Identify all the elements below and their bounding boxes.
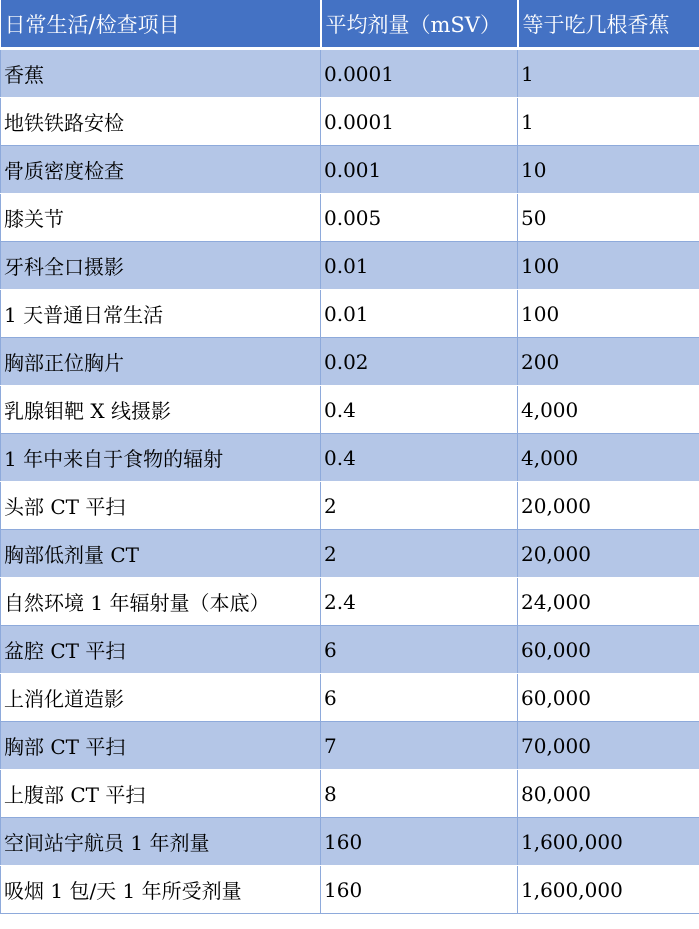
- cell-dose: 2: [321, 530, 518, 578]
- cell-dose: 160: [321, 866, 518, 914]
- cell-bananas: 200: [518, 338, 699, 386]
- header-item: 日常生活/检查项目: [1, 0, 321, 49]
- cell-bananas: 1: [518, 98, 699, 146]
- cell-dose: 8: [321, 770, 518, 818]
- cell-bananas: 60,000: [518, 674, 699, 722]
- cell-dose: 0.4: [321, 386, 518, 434]
- table-row: [1, 49, 699, 98]
- cell-item: 膝关节: [1, 194, 321, 242]
- cell-bananas: 1,600,000: [518, 818, 699, 866]
- cell-dose: 0.01: [321, 290, 518, 338]
- cell-item: 骨质密度检查: [1, 146, 321, 194]
- cell-item: 胸部 CT 平扫: [1, 722, 321, 770]
- cell-item: 空间站宇航员 1 年剂量: [1, 818, 321, 866]
- table-row: [1, 866, 699, 914]
- table-row: [1, 194, 699, 242]
- table-row: [1, 578, 699, 626]
- cell-bananas: 100: [518, 242, 699, 290]
- table-row: [1, 818, 699, 866]
- cell-dose: 2.4: [321, 578, 518, 626]
- table-row: [1, 290, 699, 338]
- cell-bananas: 20,000: [518, 482, 699, 530]
- cell-item: 香蕉: [1, 49, 321, 98]
- cell-bananas: 10: [518, 146, 699, 194]
- header-bananas: 等于吃几根香蕉: [518, 0, 699, 49]
- cell-item: 上腹部 CT 平扫: [1, 770, 321, 818]
- cell-item: 胸部低剂量 CT: [1, 530, 321, 578]
- cell-dose: 7: [321, 722, 518, 770]
- cell-dose: 160: [321, 818, 518, 866]
- cell-bananas: 50: [518, 194, 699, 242]
- cell-item: 吸烟 1 包/天 1 年所受剂量: [1, 866, 321, 914]
- cell-dose: 0.001: [321, 146, 518, 194]
- table-row: [1, 242, 699, 290]
- cell-item: 地铁铁路安检: [1, 98, 321, 146]
- cell-item: 乳腺钼靶 X 线摄影: [1, 386, 321, 434]
- table-row: [1, 98, 699, 146]
- cell-item: 胸部正位胸片: [1, 338, 321, 386]
- cell-item: 自然环境 1 年辐射量（本底）: [1, 578, 321, 626]
- cell-dose: 0.4: [321, 434, 518, 482]
- table-row: [1, 770, 699, 818]
- table-row: [1, 530, 699, 578]
- cell-bananas: 1,600,000: [518, 866, 699, 914]
- cell-bananas: 100: [518, 290, 699, 338]
- cell-bananas: 24,000: [518, 578, 699, 626]
- cell-item: 1 年中来自于食物的辐射: [1, 434, 321, 482]
- cell-bananas: 1: [518, 49, 699, 98]
- cell-item: 牙科全口摄影: [1, 242, 321, 290]
- cell-dose: 0.005: [321, 194, 518, 242]
- cell-bananas: 4,000: [518, 386, 699, 434]
- cell-dose: 0.01: [321, 242, 518, 290]
- cell-item: 头部 CT 平扫: [1, 482, 321, 530]
- table-row: [1, 434, 699, 482]
- cell-dose: 2: [321, 482, 518, 530]
- cell-item: 盆腔 CT 平扫: [1, 626, 321, 674]
- cell-dose: 6: [321, 674, 518, 722]
- cell-bananas: 80,000: [518, 770, 699, 818]
- cell-bananas: 20,000: [518, 530, 699, 578]
- table-row: [1, 386, 699, 434]
- cell-bananas: 4,000: [518, 434, 699, 482]
- table-row: [1, 338, 699, 386]
- table-row: [1, 722, 699, 770]
- cell-item: 1 天普通日常生活: [1, 290, 321, 338]
- header-dose: 平均剂量（mSV）: [321, 0, 518, 49]
- cell-dose: 0.0001: [321, 98, 518, 146]
- cell-bananas: 70,000: [518, 722, 699, 770]
- table-header-row: [1, 0, 699, 49]
- cell-item: 上消化道造影: [1, 674, 321, 722]
- cell-bananas: 60,000: [518, 626, 699, 674]
- table-row: [1, 674, 699, 722]
- table-row: [1, 146, 699, 194]
- cell-dose: 0.02: [321, 338, 518, 386]
- table-row: [1, 482, 699, 530]
- cell-dose: 6: [321, 626, 518, 674]
- table-row: [1, 626, 699, 674]
- cell-dose: 0.0001: [321, 49, 518, 98]
